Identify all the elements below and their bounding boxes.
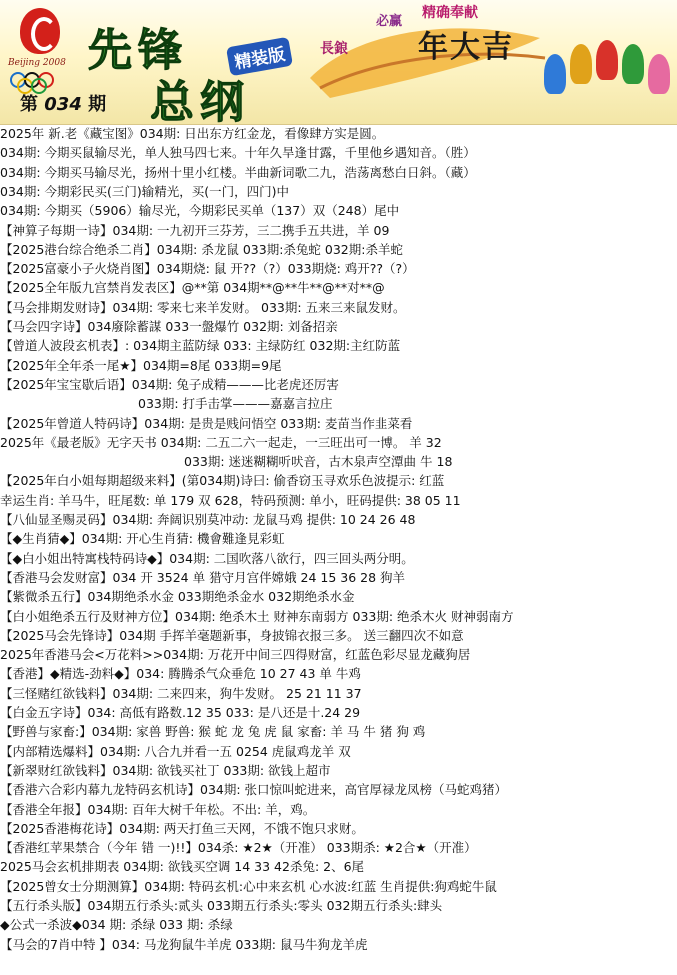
- issue-suffix: 期: [88, 94, 107, 115]
- text-line: 【内部精选爆料】034期: 八合九并看一五 0254 虎鼠鸡龙羊 双: [0, 744, 351, 759]
- text-line: 【◆白小姐出特寓栈特码诗◆】034期: 二国吹落八欲行，四三回头两分明。: [0, 551, 414, 566]
- text-line: 2025年香港马会<万花料>>034期: 万花开中间三四得财富，红蓝色彩尽显龙藏狗居: [0, 647, 471, 662]
- issue-label: [20, 90, 106, 116]
- text-line: 【2025香港梅花诗】034期: 两天打鱼三天网，不饿不饱只求财。: [0, 821, 364, 836]
- olympic-rings-icon: [10, 72, 70, 92]
- text-line: 034期: 今期买马输尽光，扬州十里小红楼。半曲新词歌二九，浩荡离愁白日斜。（藏）: [0, 165, 476, 180]
- text-line: 【2025富豪小子火烧肖图】034期烧: 鼠 开??（?）033期烧: 鸡开??（?）: [0, 261, 415, 276]
- logo-year-text: Beijing 2008: [8, 58, 66, 68]
- text-line: 【2025港台综合绝杀二肖】034期: 杀龙鼠 033期:杀兔蛇 032期:杀羊蛇: [0, 242, 403, 257]
- fuwa-mascots-icon: [544, 40, 676, 120]
- text-line: 【2025马会先锋诗】034期 手挥羊毫题新事，身披锦衣报三多。 送三翻四次不如意: [0, 628, 464, 643]
- text-line: 【香港全年报】034期: 百年大树千年松。不出: 羊，鸡。: [0, 802, 316, 817]
- dancing-beijing-emblem-icon: [20, 8, 60, 54]
- text-line: 【五行杀头版】034期五行杀头:贰头 033期五行杀头:零头 032期五行杀头:肆头: [0, 898, 443, 913]
- text-line: 【野兽与家畜:】034期: 家兽 野兽: 猴 蛇 龙 兔 虎 鼠 家畜: 羊 马 牛 猪 狗 鸡: [0, 724, 426, 739]
- text-line: 034期: 今期买鼠输尽光，单人独马四七来。十年久旱逢甘露，千里他乡遇知音。（胜）: [0, 145, 476, 160]
- issue-prefix: 第: [20, 94, 38, 115]
- text-line: 【◆生肖猜◆】034期: 开心生肖猜: 機會難逢見彩虹: [0, 531, 285, 546]
- text-line: 【香港六合彩内幕九龙特码玄机诗】034期: 张口惊叫蛇进来，高官厚禄龙凤榜（马蛇鸡猪）: [0, 782, 508, 797]
- text-line: 【香港】◆精选-劲料◆】034: 腾腾杀气众垂危 10 27 43 单 牛鸡: [0, 666, 361, 681]
- text-line: 【2025曾女士分期测算】034期: 特码玄机:心中来玄机 心水波:红蓝 生肖提供:狗鸡蛇牛鼠: [0, 879, 497, 894]
- text-line: 幸运生肖: 羊马牛，旺尾数: 单 179 双 628，特码预测: 单小，旺码提供: 38 05 11: [0, 493, 461, 508]
- text-line: 【新翠财红欲钱料】034期: 欲钱买社丁 033期: 欲钱上超市: [0, 763, 331, 778]
- header-banner: [0, 0, 677, 125]
- text-line: 【2025年曾道人特码诗】034期: 是贵是贱问悟空 033期: 麦苗当作韭菜看: [0, 416, 413, 431]
- text-line: 2025年《最老版》无字天书 034期: 二五二六一起走，一三旺出可一博。 羊 32: [0, 435, 442, 450]
- text-line: 2025年 新.老《藏宝图》034期: 日出东方红金龙，看像肆方实是圆。: [0, 126, 385, 141]
- edition-badge: 精装版: [226, 37, 293, 76]
- text-line: 034期: 今期买（5906）输尽光，今期彩民买单（137）双（248）尾中: [0, 203, 400, 218]
- text-line: 【白小姐绝杀五行及财神方位】034期: 绝杀木土 财神东南弱方 033期: 绝杀木火 财神弱南方: [0, 609, 514, 624]
- text-line: 【马会排期发财诗】034期: 零来七来羊发财。 033期: 五来三来鼠发财。: [0, 300, 406, 315]
- tag-jing-que: 精确奉献: [422, 5, 478, 21]
- tag-chang-yin: 長鋃: [320, 41, 348, 57]
- text-line: 2025马会玄机排期表 034期: 欲钱买空调 14 33 42杀兔: 2、6尾: [0, 859, 365, 874]
- text-line: 【三怪赌红欲钱料】034期: 二来四来，狗牛发财。 25 21 11 37: [0, 686, 362, 701]
- text-line: 【香港红苹果禁合（今年 错 一)!!】034杀: ★2★（开准） 033期杀: ★2合★（开准）: [0, 840, 477, 855]
- text-line: 033期: 迷迷糊糊听吠音，古木泉声空潭曲 牛 18: [184, 454, 453, 469]
- text-line: 【2025年白小姐每期超级来料】(第034期)诗曰: 偷香窃玉寻欢乐色波提示: 红蓝: [0, 473, 445, 488]
- text-line: 034期: 今期彩民买(三门)输精光，买(一门，四门)中: [0, 184, 290, 199]
- text-line: 【马会的7肖中特 】034: 马龙狗鼠牛羊虎 033期: 鼠马牛狗龙羊虎: [0, 937, 368, 952]
- text-line: ◆公式一杀波◆034 期: 杀绿 033 期: 杀绿: [0, 917, 233, 932]
- text-line: 【白金五字诗】034: 高低有路数.12 35 033: 是八还是十.24 29: [0, 705, 361, 720]
- brush-calligraphy: 年大吉: [418, 30, 514, 65]
- text-line: 033期: 打手击掌———嘉嘉言拉庄: [138, 396, 333, 411]
- text-line: 【马会四字诗】034廢除蓄謀 033一盤爆竹 032期: 刘备招亲: [0, 319, 338, 334]
- text-line: 【香港马会发财富】034 开 3524 单 猎守月宫伴嫦娥 24 15 36 28 狗羊: [0, 570, 406, 585]
- banner-title-line2: 总纲: [150, 77, 250, 125]
- text-line: 【2025全年版九宫禁肖发表区】@**第 034期**@**牛**@**对**@: [0, 280, 385, 295]
- text-line: 【八仙显圣赐灵码】034期: 奔阔识别莫冲动: 龙鼠马鸡 提供: 10 24 26 48: [0, 512, 416, 527]
- text-line: 【2025年宝宝歇后语】034期: 兔子成精———比老虎还厉害: [0, 377, 339, 392]
- text-line: 【曾道人波段玄机表】: 034期主蓝防绿 033: 主绿防红 032期:主红防蓝: [0, 338, 401, 353]
- text-line: 【2025年全年杀一尾★】034期=8尾 033期=9尾: [0, 358, 282, 373]
- tag-bi-ying: 必赢: [376, 14, 403, 29]
- text-line: 【紫微杀五行】034期绝杀水金 033期绝杀金水 032期绝杀水金: [0, 589, 355, 604]
- text-line: 【神算子每期一诗】034期: 一九初开三芬芳，三二携手五共进，羊 09: [0, 223, 390, 238]
- banner-title-line1: 先锋: [88, 25, 188, 76]
- issue-number: 034: [44, 94, 82, 115]
